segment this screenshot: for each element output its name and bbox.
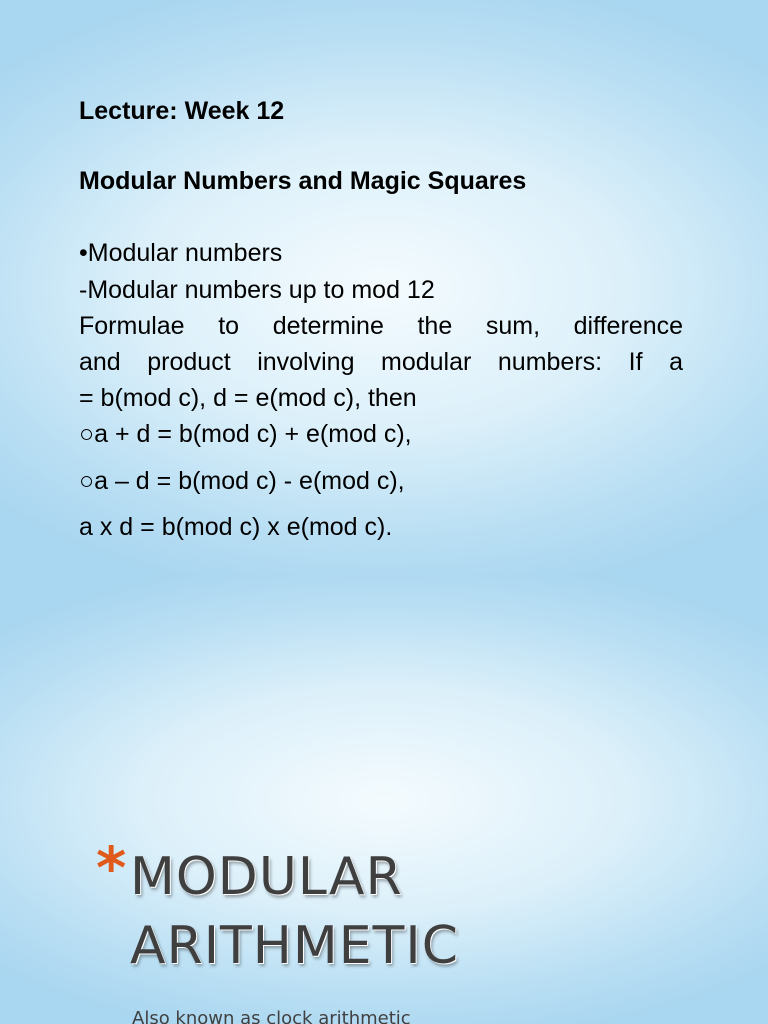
slide-subtitle: Also known as clock arithmetic: [132, 1008, 411, 1024]
modular-arithmetic-slide: [0, 576, 768, 1024]
asterisk-icon: *: [96, 834, 127, 902]
formula-intro-line-3: = b(mod c), d = e(mod c), then: [79, 384, 417, 412]
formula-intro-line-2: and product involving modular numbers: If a: [79, 348, 683, 376]
bullet-text: Modular numbers: [87, 239, 283, 267]
slide-title-line-1: MODULAR: [130, 847, 403, 907]
sum-formula: [79, 420, 412, 449]
slide-title-line-2: ARITHMETIC: [130, 916, 460, 976]
lecture-week-heading: Lecture: Week 12: [79, 97, 285, 125]
difference-formula-text: a – d = b(mod c) - e(mod c),: [94, 467, 405, 495]
circle-bullet-icon: ○: [79, 420, 95, 448]
sum-formula-text: a + d = b(mod c) + e(mod c),: [94, 420, 412, 448]
bullet-modular-numbers: [79, 239, 282, 268]
difference-formula: [79, 467, 405, 496]
product-formula: a x d = b(mod c) x e(mod c).: [79, 513, 393, 541]
bullet-icon: •: [79, 239, 88, 267]
circle-bullet-icon: ○: [79, 467, 95, 495]
lecture-topic-heading: Modular Numbers and Magic Squares: [79, 167, 527, 195]
formula-intro-line-1: Formulae to determine the sum, difference: [79, 312, 683, 340]
sub-item-mod-12: -Modular numbers up to mod 12: [79, 276, 435, 304]
